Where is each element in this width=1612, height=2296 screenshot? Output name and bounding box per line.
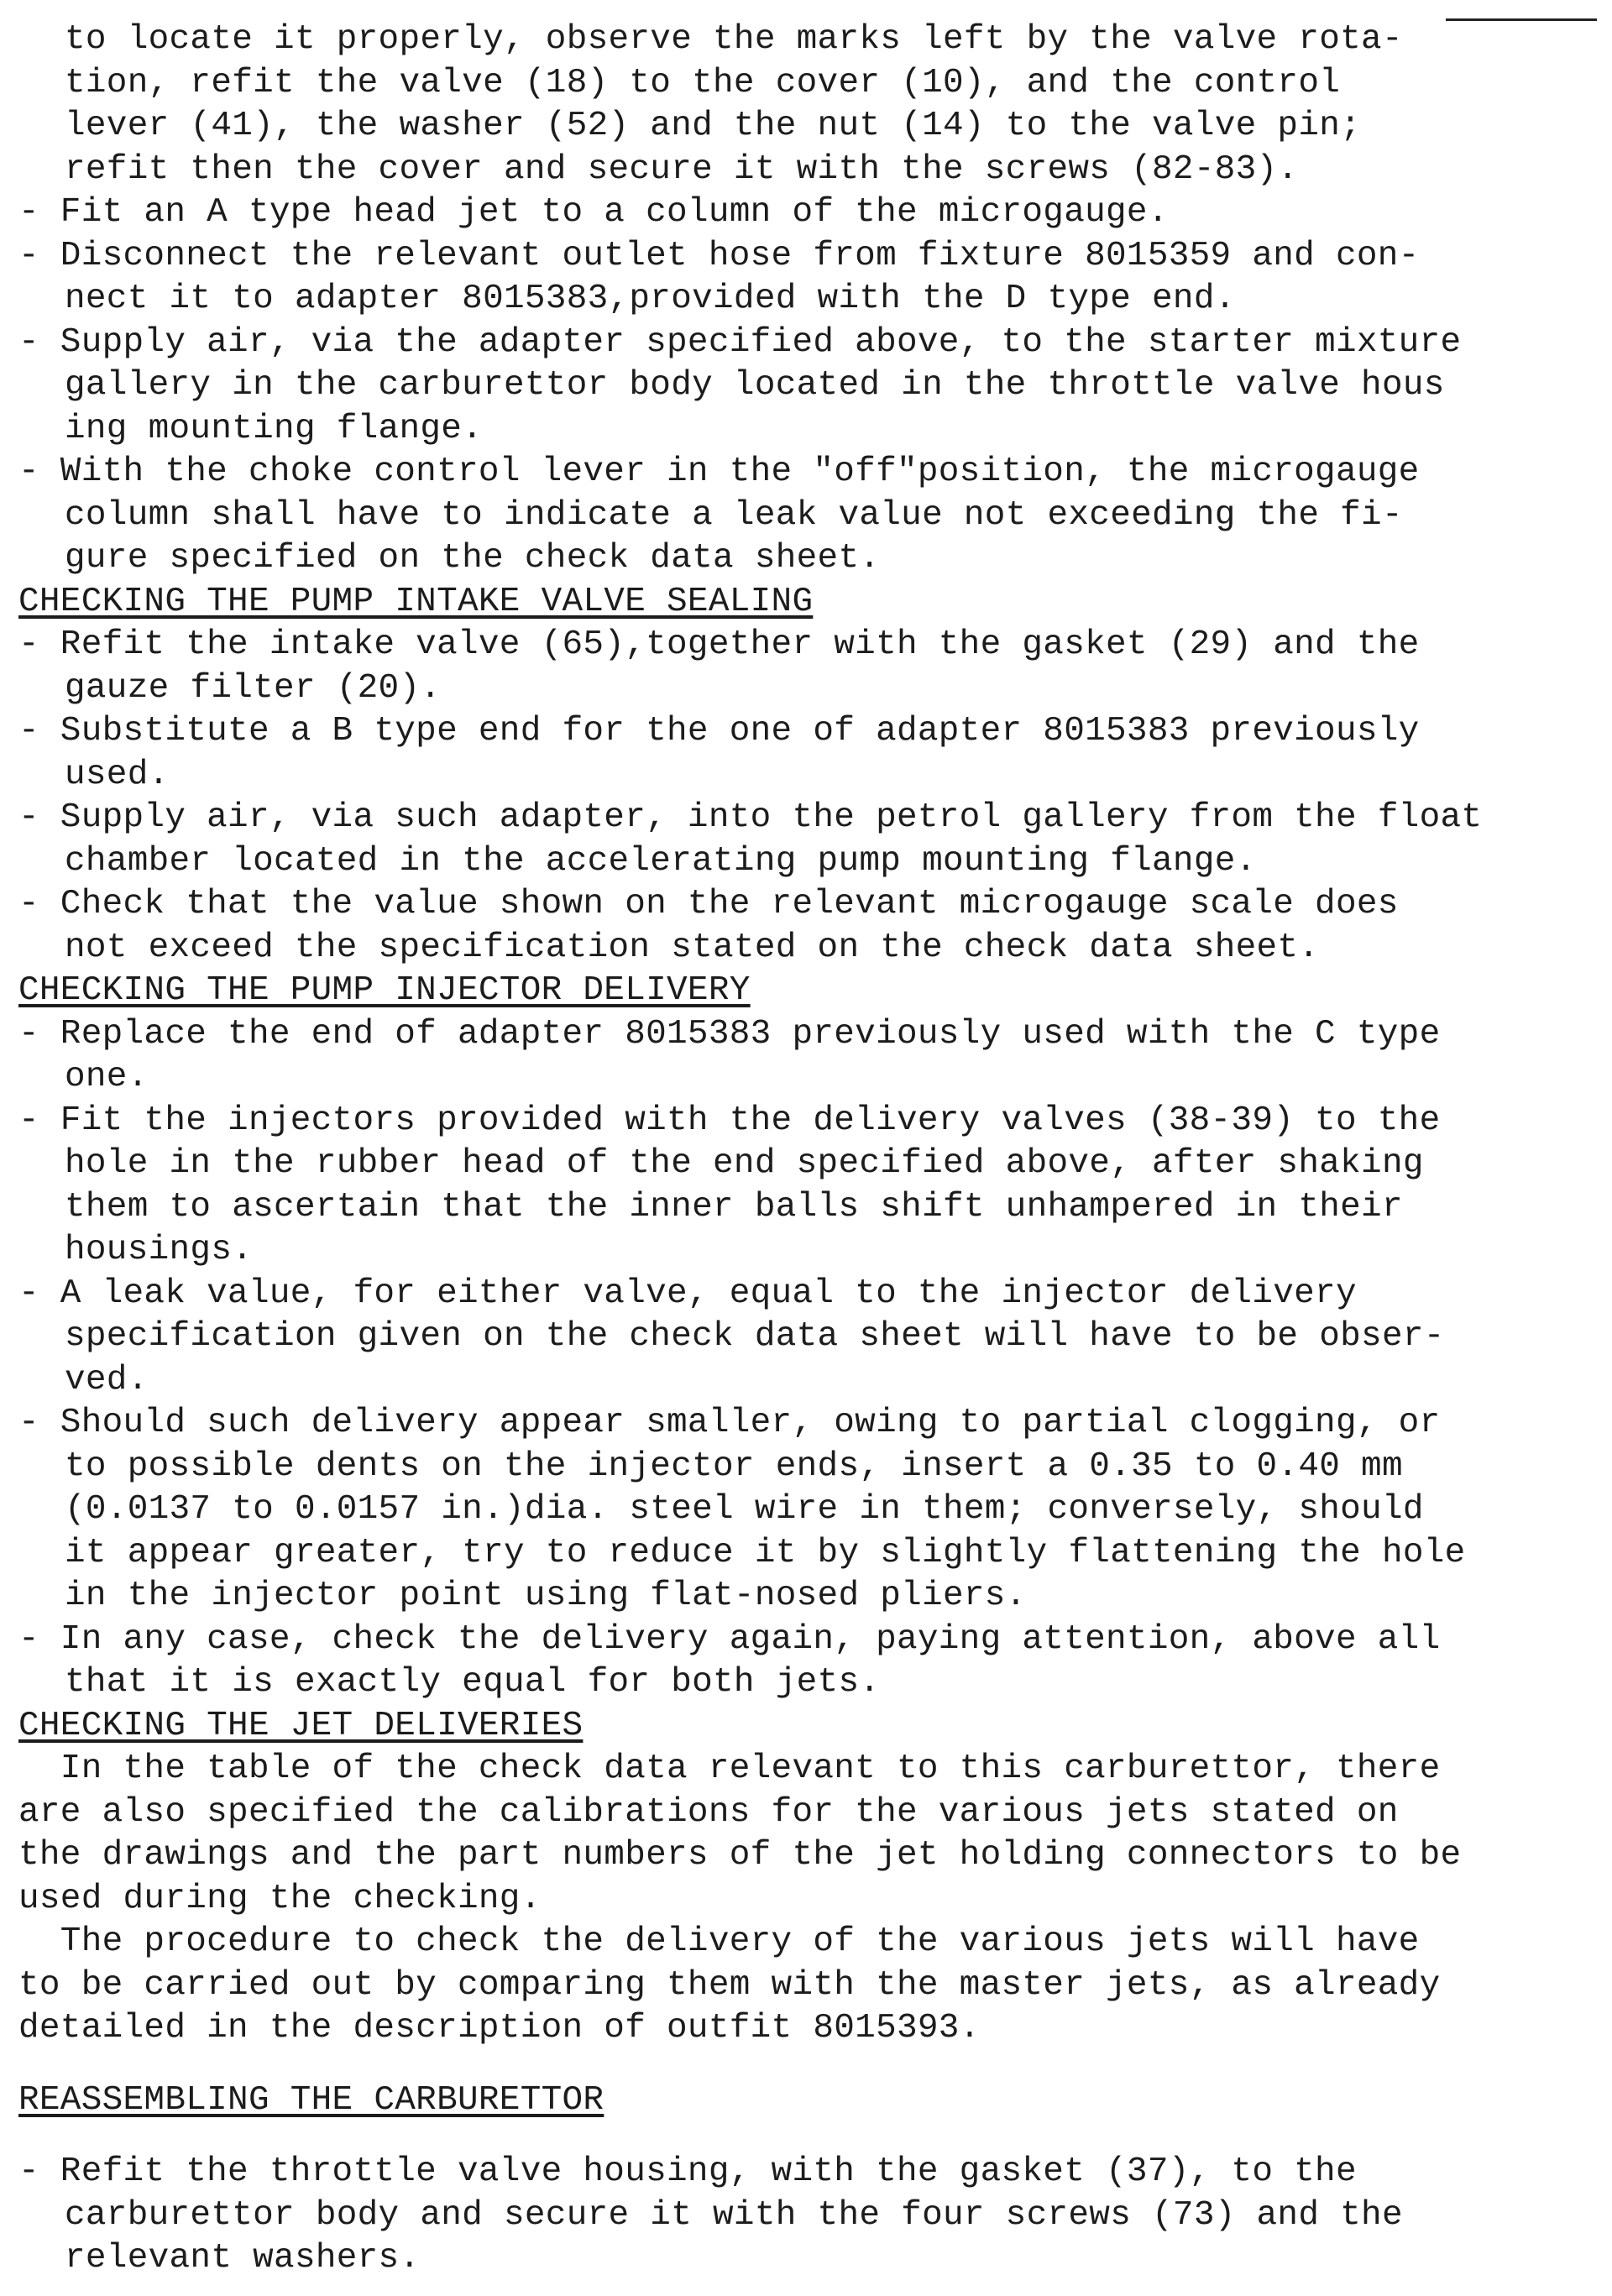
bullet-continuation: (0.0137 to 0.0157 in.)dia. steel wire in them; conversely, should bbox=[65, 1490, 1424, 1529]
paragraph-jet-deliveries bbox=[18, 1748, 1597, 2051]
bullet-continuation: that it is exactly equal for both jets. bbox=[65, 1663, 881, 1702]
bullet-line: - Fit an A type head jet to a column of the microgauge. bbox=[18, 193, 1169, 232]
bullet-continuation: to possible dents on the injector ends, insert a 0.35 to 0.40 mm bbox=[65, 1446, 1403, 1486]
text-line: In the table of the check data relevant to this carburettor, there bbox=[18, 1749, 1441, 1788]
text-line: are also specified the calibrations for the various jets stated on bbox=[18, 1792, 1399, 1832]
text-line: tion, refit the valve (18) to the cover (10), and the control bbox=[65, 63, 1341, 102]
bullet-line: - With the choke control lever in the "off"position, the microgauge bbox=[18, 452, 1420, 491]
top-rule-divider bbox=[1446, 18, 1597, 21]
bullet-line: - Refit the throttle valve housing, with the gasket (37), to the bbox=[18, 2152, 1357, 2191]
bullet-continuation: in the injector point using flat-nosed pliers. bbox=[65, 1577, 1027, 1615]
bullet-line: - Fit the injectors provided with the delivery valves (38-39) to the bbox=[18, 1101, 1441, 1140]
bullet-line: - Supply air, via such adapter, into the petrol gallery from the float bbox=[18, 798, 1483, 837]
bullet-list-pump-intake bbox=[18, 624, 1597, 970]
bullet-line: - A leak value, for either valve, equal to the injector delivery bbox=[18, 1274, 1357, 1313]
section-heading-jet-deliveries: CHECKING THE JET DELIVERIES bbox=[18, 1706, 584, 1745]
text-line: used during the checking. bbox=[18, 1879, 542, 1918]
bullet-line: - Replace the end of adapter 8015383 previously used with the C type bbox=[18, 1014, 1441, 1054]
bullet-continuation: nect it to adapter 8015383,provided with the D type end. bbox=[65, 280, 1236, 318]
text-line: lever (41), the washer (52) and the nut (14) to the valve pin; bbox=[65, 107, 1362, 145]
bullet-list-microgauge bbox=[18, 191, 1597, 581]
bullet-continuation: used. bbox=[65, 755, 170, 794]
bullet-continuation: specification given on the check data sheet will have to be obser- bbox=[65, 1317, 1445, 1356]
text-line: detailed in the description of outfit 8015393. bbox=[18, 2009, 981, 2048]
bullet-continuation: not exceed the specification stated on the check data sheet. bbox=[65, 928, 1320, 967]
bullet-continuation: housings. bbox=[65, 1231, 254, 1269]
spacer bbox=[18, 2051, 1597, 2079]
document-page bbox=[18, 18, 1597, 2281]
bullet-line: - In any case, check the delivery again, paying attention, above all bbox=[18, 1619, 1441, 1659]
bullet-continuation: them to ascertain that the inner balls shift unhampered in their bbox=[65, 1187, 1403, 1226]
text-line: refit then the cover and secure it with the screws (82-83). bbox=[65, 149, 1299, 189]
bullet-continuation: chamber located in the accelerating pump mounting flange. bbox=[65, 841, 1257, 881]
text-line: The procedure to check the delivery of the various jets will have bbox=[18, 1922, 1420, 1961]
bullet-continuation: hole in the rubber head of the end specified above, after shaking bbox=[65, 1144, 1424, 1183]
text-line: to locate it properly, observe the marks left by the valve rota- bbox=[65, 20, 1403, 59]
bullet-continuation: one. bbox=[65, 1058, 149, 1096]
bullet-continuation: relevant washers. bbox=[65, 2239, 421, 2278]
bullet-line: - Should such delivery appear smaller, owing to partial clogging, or bbox=[18, 1404, 1441, 1442]
section-heading-reassembling: REASSEMBLING THE CARBURETTOR bbox=[18, 2080, 604, 2120]
bullet-continuation: ved. bbox=[65, 1360, 149, 1399]
bullet-continuation: column shall have to indicate a leak value not exceeding the fi- bbox=[65, 495, 1403, 535]
bullet-list-pump-injector bbox=[18, 1013, 1597, 1705]
bullet-continuation: gure specified on the check data sheet. bbox=[65, 539, 881, 578]
text-line: to be carried out by comparing them with the master jets, as already bbox=[18, 1965, 1441, 2005]
spacer bbox=[18, 2122, 1597, 2151]
section-heading-pump-injector: CHECKING THE PUMP INJECTOR DELIVERY bbox=[18, 971, 751, 1010]
bullet-continuation: ing mounting flange. bbox=[65, 409, 484, 448]
bullet-list-reassembling bbox=[18, 2151, 1597, 2281]
bullet-continuation: it appear greater, try to reduce it by slightly flattening the hole bbox=[65, 1533, 1466, 1572]
bullet-line: - Disconnect the relevant outlet hose from fixture 8015359 and con- bbox=[18, 236, 1420, 275]
bullet-continuation: carburettor body and secure it with the four screws (73) and the bbox=[65, 2195, 1403, 2235]
bullet-line: - Supply air, via the adapter specified above, to the starter mixture bbox=[18, 322, 1462, 362]
bullet-line: - Refit the intake valve (65),together with the gasket (29) and the bbox=[18, 625, 1420, 664]
section-heading-pump-intake: CHECKING THE PUMP INTAKE VALVE SEALING bbox=[18, 582, 814, 621]
bullet-line: - Substitute a B type end for the one of adapter 8015383 previously bbox=[18, 712, 1420, 751]
bullet-line: - Check that the value shown on the relevant microgauge scale does bbox=[18, 885, 1399, 923]
intro-paragraph bbox=[18, 18, 1597, 191]
bullet-continuation: gallery in the carburettor body located in the throttle valve hous bbox=[65, 366, 1445, 405]
bullet-continuation: gauze filter (20). bbox=[65, 668, 442, 708]
text-line: the drawings and the part numbers of the jet holding connectors to be bbox=[18, 1836, 1462, 1875]
